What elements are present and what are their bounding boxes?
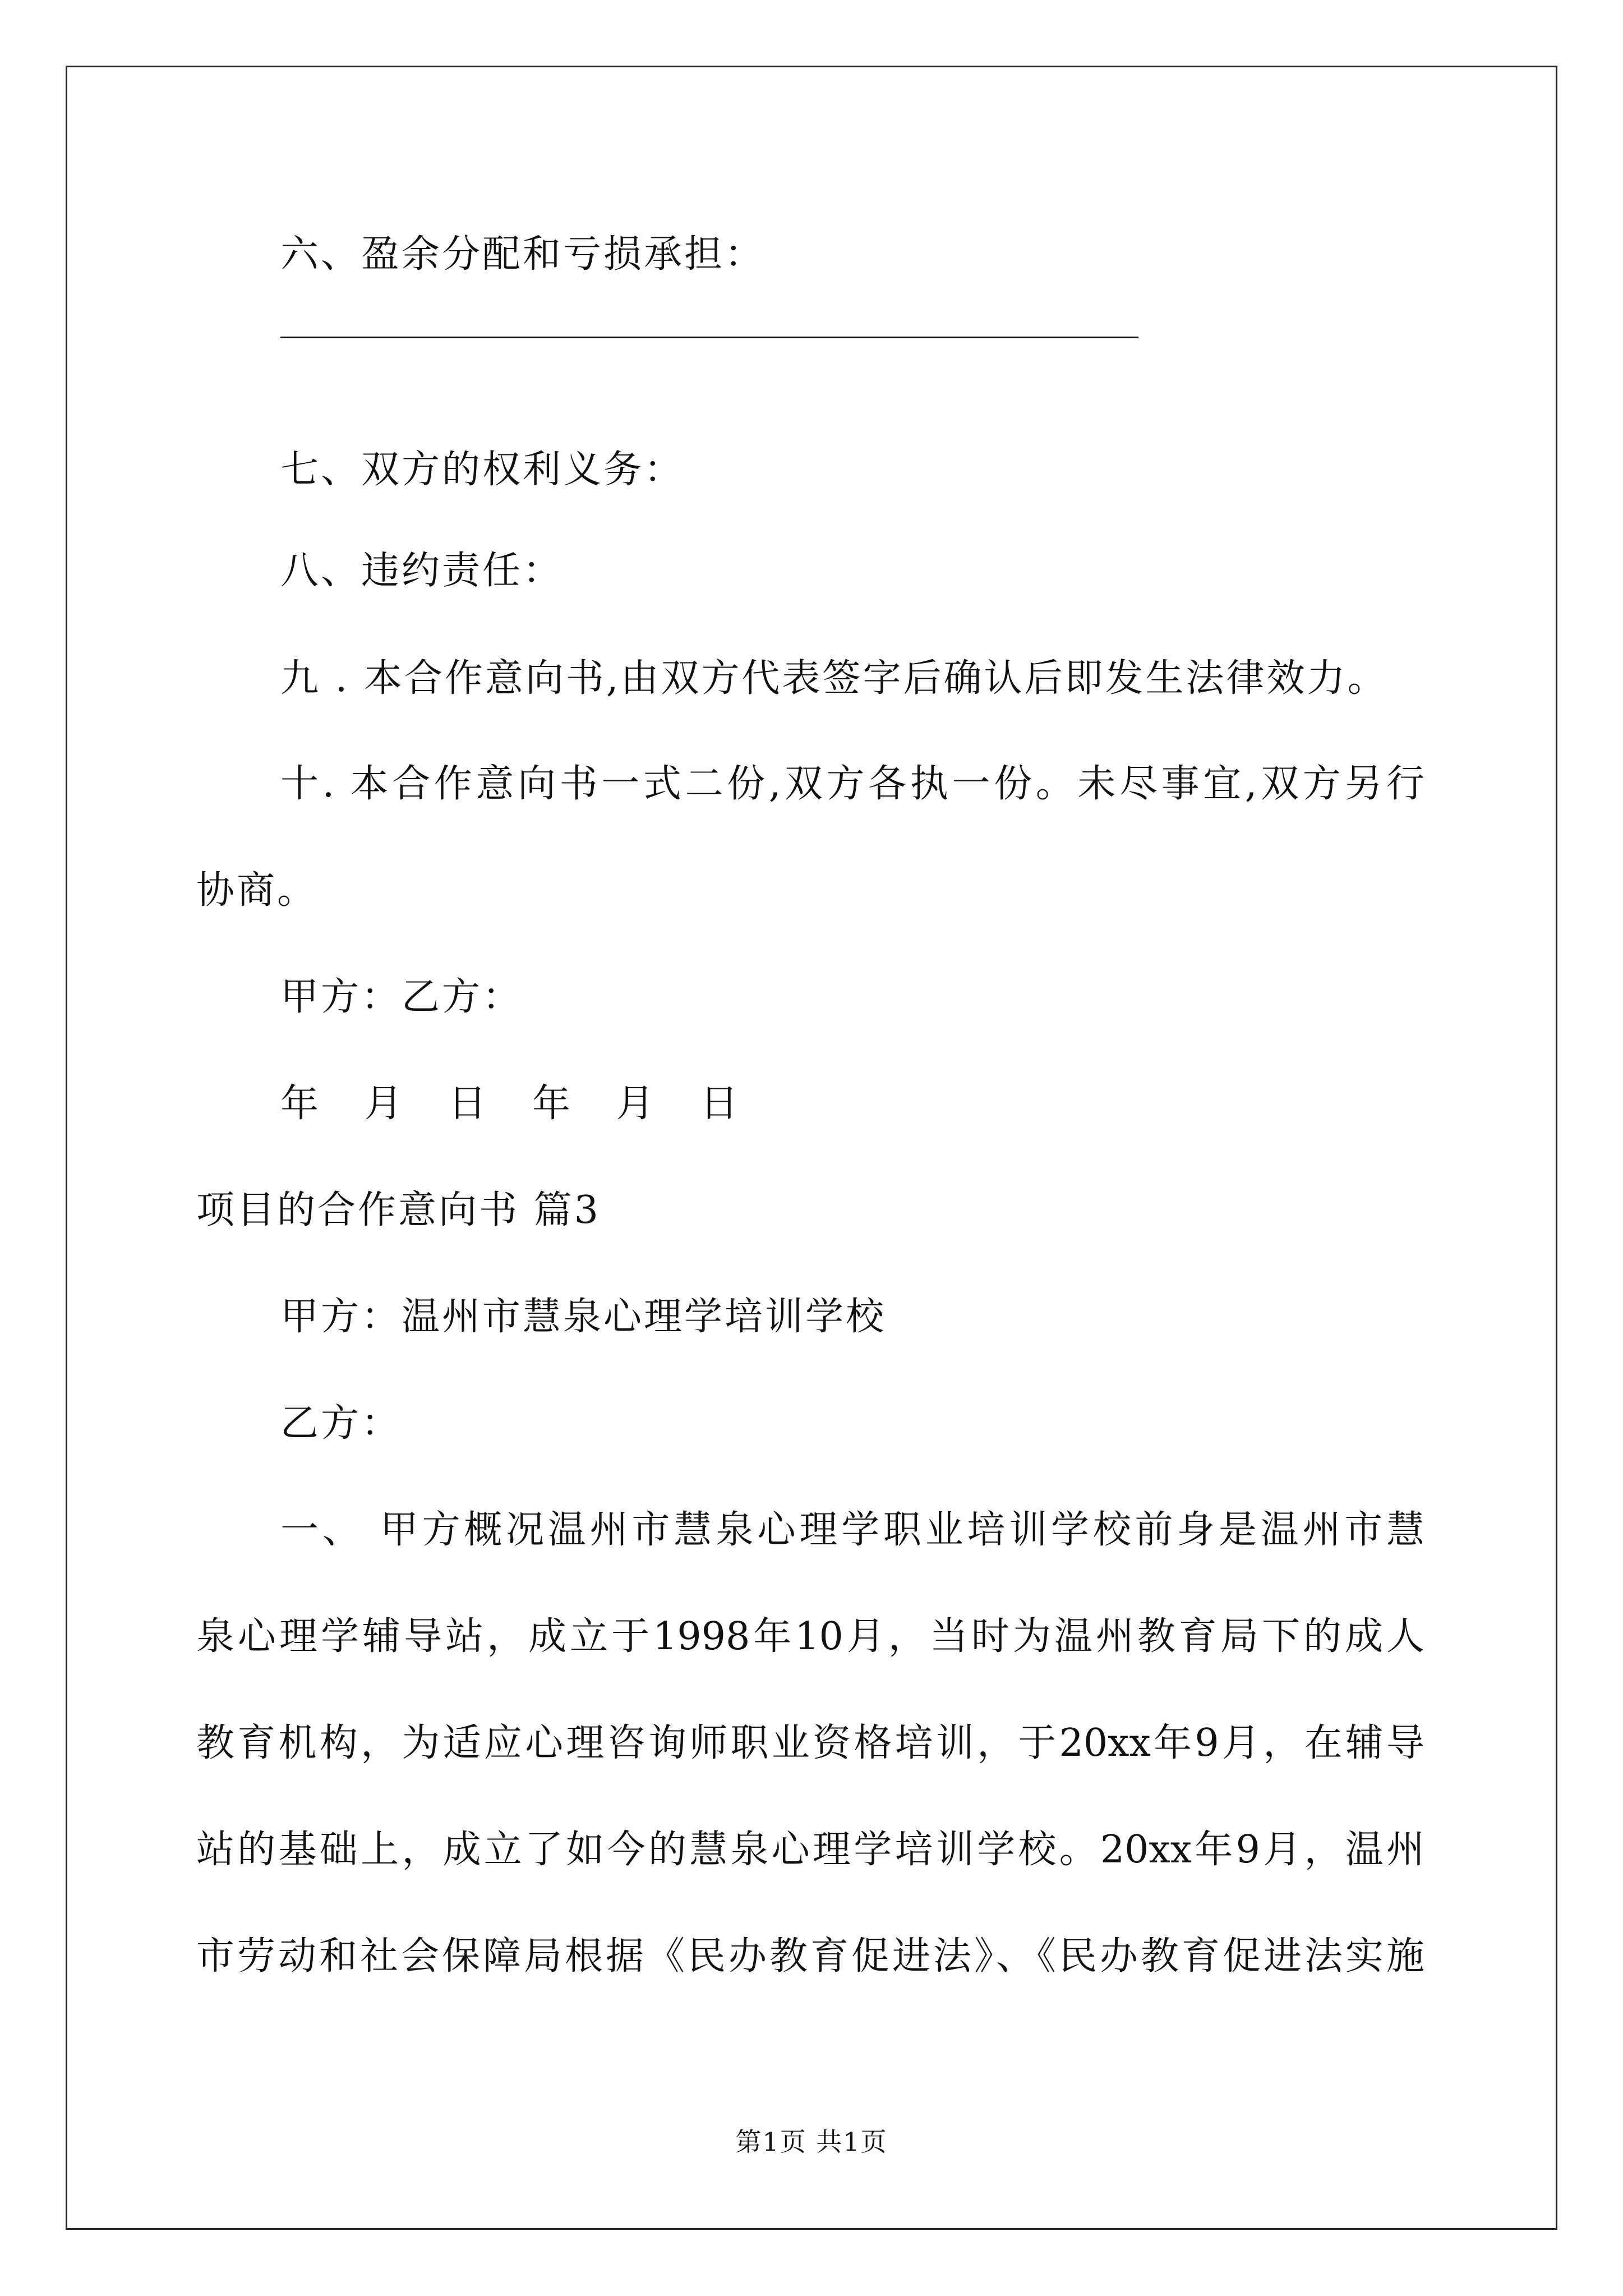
page-border (66, 66, 1557, 2230)
page-footer: 第1页 共1页 (735, 2127, 888, 2157)
section-10-text-continued: 协商。 (196, 868, 318, 913)
body-paragraph-line-2: 泉心理学辅导站，成立于1998年10月，当时为温州教育局下的成人 (196, 1614, 1424, 1659)
fill-in-blank-line (280, 337, 1138, 338)
body-paragraph-line-5: 市劳动和社会保障局根据《民办教育促进法》、《民办教育促进法实施 (196, 1934, 1424, 1978)
body-paragraph-line-4: 站的基础上，成立了如今的慧泉心理学培训学校。20xx年9月，温州 (196, 1828, 1424, 1872)
party-b-line: 乙方： (280, 1401, 402, 1446)
section-9-text: 九 . 本合作意向书,由双方代表签字后确认后即发生法律效力。 (280, 656, 1388, 701)
party-a-line: 甲方：温州市慧泉心理学培训学校 (280, 1295, 887, 1339)
section-7-heading: 七、双方的权利义务： (280, 448, 685, 492)
signature-date-line: 年 月 日 年 月 日 (280, 1082, 755, 1126)
article-title: 项目的合作意向书 篇3 (196, 1188, 601, 1232)
section-10-text: 十. 本合作意向书一式二份,双方各执一份。未尽事宜,双方另行 (280, 762, 1424, 806)
section-6-heading: 六、盈余分配和亏损承担： (280, 232, 766, 277)
section-8-heading: 八、违约责任： (280, 549, 564, 593)
body-paragraph-line-3: 教育机构，为适应心理咨询师职业资格培训，于20xx年9月，在辅导 (196, 1721, 1424, 1765)
signature-parties-line: 甲方：乙方： (280, 975, 523, 1019)
body-paragraph-line-1: 一、 甲方概况温州市慧泉心理学职业培训学校前身是温州市慧 (280, 1508, 1424, 1552)
